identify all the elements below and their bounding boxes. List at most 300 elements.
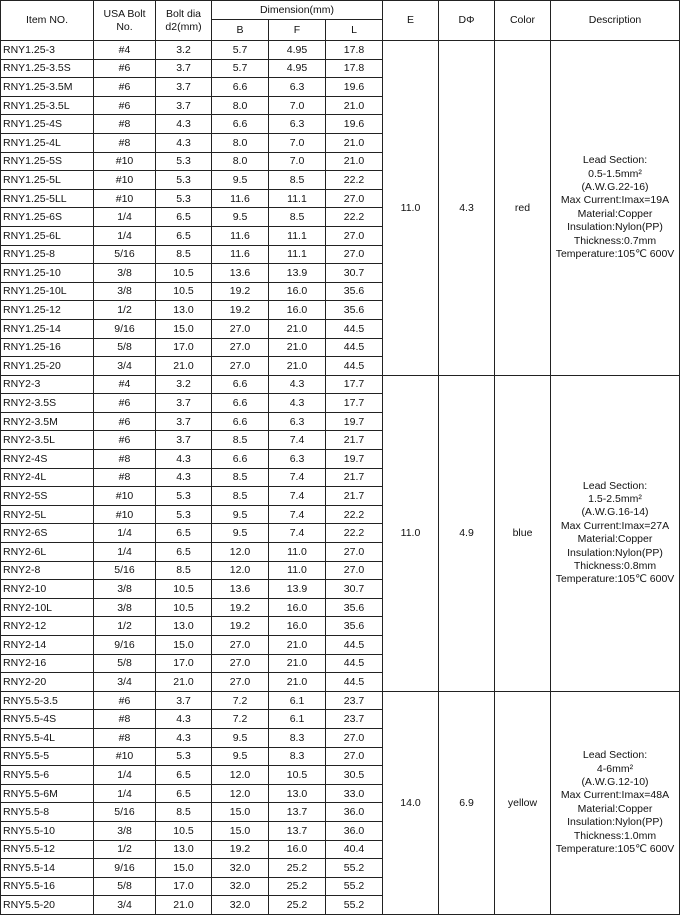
cell-usa-bolt: 1/4 — [94, 543, 156, 562]
table-row — [1, 41, 680, 60]
cell-e: 11.0 — [383, 41, 439, 376]
cell-dim-b: 9.5 — [212, 524, 269, 543]
cell-dim-f: 16.0 — [269, 282, 326, 301]
cell-dim-f: 11.1 — [269, 245, 326, 264]
cell-usa-bolt: 3/8 — [94, 580, 156, 599]
cell-dim-b: 27.0 — [212, 654, 269, 673]
description-line: Thickness:1.0mm — [573, 829, 657, 842]
cell-item-no: RNY2-14 — [1, 636, 94, 655]
cell-usa-bolt: 3/4 — [94, 357, 156, 376]
cell-item-no: RNY5.5-8 — [1, 803, 94, 822]
cell-description — [551, 375, 680, 691]
cell-d-phi: 4.3 — [439, 41, 495, 376]
cell-dim-f: 8.5 — [269, 208, 326, 227]
description-line: (A.W.G.22-16) — [581, 181, 649, 194]
header-description: Description — [551, 1, 680, 41]
cell-dim-l: 17.7 — [326, 375, 383, 394]
cell-dim-l: 55.2 — [326, 877, 383, 896]
cell-bolt-dia: 3.7 — [156, 96, 212, 115]
cell-dim-b: 6.6 — [212, 412, 269, 431]
cell-usa-bolt: 5/16 — [94, 561, 156, 580]
cell-item-no: RNY1.25-3.5M — [1, 78, 94, 97]
cell-dim-f: 8.3 — [269, 728, 326, 747]
cell-dim-f: 4.3 — [269, 375, 326, 394]
cell-bolt-dia: 3.7 — [156, 431, 212, 450]
cell-bolt-dia: 10.5 — [156, 580, 212, 599]
cell-dim-b: 27.0 — [212, 636, 269, 655]
cell-dim-l: 23.7 — [326, 691, 383, 710]
cell-bolt-dia: 5.3 — [156, 189, 212, 208]
description-line: Max Current:Imax=48A — [560, 789, 670, 802]
cell-dim-l: 19.7 — [326, 412, 383, 431]
cell-usa-bolt: 5/8 — [94, 654, 156, 673]
description-line: Temperature:105℃ 600V — [555, 248, 675, 261]
cell-bolt-dia: 17.0 — [156, 338, 212, 357]
cell-color: red — [495, 41, 551, 376]
cell-bolt-dia: 15.0 — [156, 859, 212, 878]
cell-item-no: RNY2-8 — [1, 561, 94, 580]
cell-item-no: RNY5.5-5 — [1, 747, 94, 766]
cell-usa-bolt: 1/2 — [94, 840, 156, 859]
cell-dim-f: 7.4 — [269, 431, 326, 450]
cell-usa-bolt: #8 — [94, 450, 156, 469]
cell-dim-f: 11.0 — [269, 561, 326, 580]
cell-usa-bolt: 1/4 — [94, 226, 156, 245]
cell-usa-bolt: #6 — [94, 78, 156, 97]
cell-dim-b: 19.2 — [212, 598, 269, 617]
cell-item-no: RNY2-3.5S — [1, 394, 94, 413]
description-line: (A.W.G.12-10) — [581, 776, 649, 789]
cell-bolt-dia: 3.7 — [156, 394, 212, 413]
cell-dim-b: 27.0 — [212, 319, 269, 338]
cell-bolt-dia: 6.5 — [156, 524, 212, 543]
cell-bolt-dia: 3.2 — [156, 375, 212, 394]
cell-dim-l: 35.6 — [326, 282, 383, 301]
cell-usa-bolt: #4 — [94, 41, 156, 60]
cell-dim-l: 35.6 — [326, 598, 383, 617]
cell-usa-bolt: #6 — [94, 394, 156, 413]
cell-dim-f: 11.0 — [269, 543, 326, 562]
cell-dim-f: 7.0 — [269, 133, 326, 152]
cell-usa-bolt: #10 — [94, 747, 156, 766]
cell-item-no: RNY2-10 — [1, 580, 94, 599]
cell-dim-l: 17.7 — [326, 394, 383, 413]
cell-item-no: RNY1.25-16 — [1, 338, 94, 357]
description-line: Thickness:0.8mm — [573, 560, 657, 573]
cell-usa-bolt: #10 — [94, 189, 156, 208]
cell-dim-b: 19.2 — [212, 301, 269, 320]
cell-dim-f: 8.3 — [269, 747, 326, 766]
cell-dim-f: 6.3 — [269, 450, 326, 469]
cell-usa-bolt: 3/4 — [94, 896, 156, 915]
cell-usa-bolt: #8 — [94, 115, 156, 134]
cell-usa-bolt: 3/8 — [94, 598, 156, 617]
cell-item-no: RNY5.5-6 — [1, 766, 94, 785]
header-e: E — [383, 1, 439, 41]
cell-dim-b: 32.0 — [212, 859, 269, 878]
cell-dim-f: 6.1 — [269, 691, 326, 710]
cell-bolt-dia: 3.7 — [156, 59, 212, 78]
cell-usa-bolt: #6 — [94, 59, 156, 78]
cell-dim-l: 19.7 — [326, 450, 383, 469]
cell-dim-b: 13.6 — [212, 264, 269, 283]
cell-dim-l: 21.0 — [326, 152, 383, 171]
cell-dim-b: 8.5 — [212, 487, 269, 506]
header-d-phi: DΦ — [439, 1, 495, 41]
cell-dim-l: 27.0 — [326, 728, 383, 747]
cell-item-no: RNY2-3.5L — [1, 431, 94, 450]
cell-dim-l: 30.7 — [326, 264, 383, 283]
cell-item-no: RNY1.25-3 — [1, 41, 94, 60]
description-line: Material:Copper — [577, 802, 653, 815]
cell-dim-f: 13.7 — [269, 803, 326, 822]
cell-dim-b: 7.2 — [212, 710, 269, 729]
cell-item-no: RNY5.5-16 — [1, 877, 94, 896]
cell-dim-l: 55.2 — [326, 859, 383, 878]
cell-bolt-dia: 6.5 — [156, 208, 212, 227]
cell-dim-b: 12.0 — [212, 766, 269, 785]
cell-e: 14.0 — [383, 691, 439, 914]
cell-bolt-dia: 15.0 — [156, 636, 212, 655]
cell-usa-bolt: #4 — [94, 375, 156, 394]
cell-dim-l: 44.5 — [326, 357, 383, 376]
description-line: 4-6mm² — [596, 762, 634, 775]
cell-usa-bolt: 9/16 — [94, 319, 156, 338]
cell-dim-f: 11.1 — [269, 189, 326, 208]
cell-item-no: RNY5.5-6M — [1, 784, 94, 803]
header-color: Color — [495, 1, 551, 41]
cell-dim-b: 19.2 — [212, 617, 269, 636]
cell-bolt-dia: 4.3 — [156, 133, 212, 152]
cell-dim-f: 25.2 — [269, 859, 326, 878]
cell-dim-b: 5.7 — [212, 41, 269, 60]
cell-item-no: RNY5.5-14 — [1, 859, 94, 878]
cell-dim-f: 16.0 — [269, 598, 326, 617]
description-line: Insulation:Nylon(PP) — [567, 546, 663, 559]
description-line: Material:Copper — [577, 207, 653, 220]
cell-dim-f: 4.3 — [269, 394, 326, 413]
header-usa-bolt: USA Bolt No. — [94, 1, 156, 41]
cell-usa-bolt: 1/2 — [94, 617, 156, 636]
description-line: Thickness:0.7mm — [573, 234, 657, 247]
description-line: Max Current:Imax=19A — [560, 194, 670, 207]
cell-usa-bolt: #10 — [94, 152, 156, 171]
cell-dim-l: 44.5 — [326, 654, 383, 673]
cell-item-no: RNY1.25-6L — [1, 226, 94, 245]
cell-usa-bolt: 1/4 — [94, 524, 156, 543]
cell-description — [551, 41, 680, 376]
cell-dim-l: 21.0 — [326, 96, 383, 115]
cell-bolt-dia: 21.0 — [156, 673, 212, 692]
cell-dim-b: 11.6 — [212, 245, 269, 264]
cell-color: yellow — [495, 691, 551, 914]
cell-dim-l: 36.0 — [326, 803, 383, 822]
cell-item-no: RNY1.25-4S — [1, 115, 94, 134]
description-line: Material:Copper — [577, 533, 653, 546]
cell-usa-bolt: 1/2 — [94, 301, 156, 320]
cell-item-no: RNY1.25-4L — [1, 133, 94, 152]
cell-dim-f: 6.3 — [269, 115, 326, 134]
table-header — [1, 1, 680, 41]
cell-item-no: RNY1.25-8 — [1, 245, 94, 264]
cell-item-no: RNY2-4L — [1, 468, 94, 487]
description-line: Max Current:Imax=27A — [560, 519, 670, 532]
cell-usa-bolt: #10 — [94, 171, 156, 190]
cell-dim-b: 8.5 — [212, 468, 269, 487]
cell-dim-f: 10.5 — [269, 766, 326, 785]
cell-usa-bolt: 3/8 — [94, 282, 156, 301]
cell-dim-b: 15.0 — [212, 803, 269, 822]
cell-dim-b: 27.0 — [212, 673, 269, 692]
cell-dim-f: 13.9 — [269, 580, 326, 599]
cell-dim-l: 36.0 — [326, 821, 383, 840]
cell-dim-l: 27.0 — [326, 561, 383, 580]
cell-dim-l: 21.7 — [326, 487, 383, 506]
cell-dim-f: 7.4 — [269, 468, 326, 487]
cell-dim-b: 13.6 — [212, 580, 269, 599]
table-row — [1, 375, 680, 394]
cell-dim-l: 27.0 — [326, 543, 383, 562]
cell-item-no: RNY2-6S — [1, 524, 94, 543]
cell-dim-b: 32.0 — [212, 896, 269, 915]
description-line: Insulation:Nylon(PP) — [567, 816, 663, 829]
cell-bolt-dia: 5.3 — [156, 152, 212, 171]
cell-item-no: RNY2-5L — [1, 505, 94, 524]
cell-dim-b: 6.6 — [212, 394, 269, 413]
cell-dim-b: 9.5 — [212, 505, 269, 524]
cell-dim-f: 4.95 — [269, 41, 326, 60]
cell-dim-b: 9.5 — [212, 728, 269, 747]
cell-bolt-dia: 13.0 — [156, 301, 212, 320]
cell-dim-f: 25.2 — [269, 896, 326, 915]
cell-item-no: RNY1.25-20 — [1, 357, 94, 376]
cell-usa-bolt: #6 — [94, 412, 156, 431]
cell-dim-b: 7.2 — [212, 691, 269, 710]
cell-d-phi: 6.9 — [439, 691, 495, 914]
cell-dim-f: 13.7 — [269, 821, 326, 840]
cell-dim-b: 9.5 — [212, 208, 269, 227]
cell-bolt-dia: 4.3 — [156, 115, 212, 134]
cell-dim-b: 15.0 — [212, 821, 269, 840]
cell-bolt-dia: 5.3 — [156, 505, 212, 524]
cell-item-no: RNY2-20 — [1, 673, 94, 692]
cell-usa-bolt: #8 — [94, 728, 156, 747]
cell-dim-b: 19.2 — [212, 840, 269, 859]
cell-item-no: RNY1.25-5S — [1, 152, 94, 171]
cell-usa-bolt: 5/16 — [94, 245, 156, 264]
cell-usa-bolt: 5/8 — [94, 338, 156, 357]
cell-usa-bolt: #6 — [94, 96, 156, 115]
cell-bolt-dia: 21.0 — [156, 896, 212, 915]
cell-dim-b: 11.6 — [212, 226, 269, 245]
header-dimension: Dimension(mm) — [212, 1, 383, 20]
cell-usa-bolt: #6 — [94, 431, 156, 450]
description-line: Lead Section: — [582, 479, 648, 492]
cell-e: 11.0 — [383, 375, 439, 691]
cell-dim-b: 12.0 — [212, 784, 269, 803]
cell-dim-f: 7.4 — [269, 524, 326, 543]
cell-dim-f: 13.9 — [269, 264, 326, 283]
cell-dim-b: 19.2 — [212, 282, 269, 301]
cell-dim-b: 12.0 — [212, 543, 269, 562]
header-b: B — [212, 20, 269, 41]
cell-dim-b: 11.6 — [212, 189, 269, 208]
cell-dim-f: 16.0 — [269, 617, 326, 636]
cell-dim-l: 23.7 — [326, 710, 383, 729]
cell-item-no: RNY2-3.5M — [1, 412, 94, 431]
cell-bolt-dia: 8.5 — [156, 561, 212, 580]
cell-item-no: RNY2-16 — [1, 654, 94, 673]
description-line: Insulation:Nylon(PP) — [567, 221, 663, 234]
cell-dim-l: 44.5 — [326, 636, 383, 655]
cell-item-no: RNY5.5-3.5 — [1, 691, 94, 710]
description-line: Temperature:105℃ 600V — [555, 843, 675, 856]
cell-dim-l: 27.0 — [326, 747, 383, 766]
cell-item-no: RNY1.25-10 — [1, 264, 94, 283]
cell-bolt-dia: 3.7 — [156, 412, 212, 431]
cell-dim-f: 16.0 — [269, 301, 326, 320]
cell-usa-bolt: #8 — [94, 710, 156, 729]
description-line: (A.W.G.16-14) — [581, 506, 649, 519]
cell-dim-f: 13.0 — [269, 784, 326, 803]
cell-usa-bolt: #10 — [94, 487, 156, 506]
cell-dim-b: 6.6 — [212, 78, 269, 97]
cell-item-no: RNY1.25-10L — [1, 282, 94, 301]
cell-usa-bolt: #10 — [94, 505, 156, 524]
cell-dim-f: 21.0 — [269, 654, 326, 673]
cell-item-no: RNY1.25-12 — [1, 301, 94, 320]
cell-item-no: RNY5.5-10 — [1, 821, 94, 840]
description-line: 1.5-2.5mm² — [588, 493, 642, 506]
cell-bolt-dia: 6.5 — [156, 543, 212, 562]
cell-bolt-dia: 6.5 — [156, 784, 212, 803]
cell-dim-f: 21.0 — [269, 338, 326, 357]
cell-dim-l: 30.7 — [326, 580, 383, 599]
cell-usa-bolt: 1/4 — [94, 208, 156, 227]
cell-dim-l: 44.5 — [326, 338, 383, 357]
cell-dim-f: 6.3 — [269, 78, 326, 97]
cell-item-no: RNY2-3 — [1, 375, 94, 394]
cell-usa-bolt: #8 — [94, 468, 156, 487]
cell-item-no: RNY1.25-14 — [1, 319, 94, 338]
cell-item-no: RNY1.25-6S — [1, 208, 94, 227]
cell-dim-l: 19.6 — [326, 78, 383, 97]
cell-dim-l: 22.2 — [326, 208, 383, 227]
cell-description — [551, 691, 680, 914]
cell-usa-bolt: 3/4 — [94, 673, 156, 692]
cell-dim-f: 7.0 — [269, 152, 326, 171]
cell-bolt-dia: 10.5 — [156, 264, 212, 283]
cell-dim-f: 21.0 — [269, 319, 326, 338]
cell-bolt-dia: 21.0 — [156, 357, 212, 376]
cell-usa-bolt: #8 — [94, 133, 156, 152]
cell-dim-l: 30.5 — [326, 766, 383, 785]
cell-usa-bolt: 3/8 — [94, 264, 156, 283]
cell-color: blue — [495, 375, 551, 691]
cell-dim-b: 27.0 — [212, 338, 269, 357]
cell-dim-b: 8.0 — [212, 152, 269, 171]
cell-dim-b: 6.6 — [212, 450, 269, 469]
cell-bolt-dia: 4.3 — [156, 450, 212, 469]
cell-dim-f: 7.0 — [269, 96, 326, 115]
cell-dim-l: 22.2 — [326, 505, 383, 524]
cell-dim-b: 27.0 — [212, 357, 269, 376]
cell-item-no: RNY5.5-20 — [1, 896, 94, 915]
cell-usa-bolt: 3/8 — [94, 821, 156, 840]
cell-item-no: RNY2-4S — [1, 450, 94, 469]
cell-dim-b: 9.5 — [212, 747, 269, 766]
cell-dim-b: 8.0 — [212, 133, 269, 152]
cell-bolt-dia: 10.5 — [156, 598, 212, 617]
cell-dim-l: 44.5 — [326, 673, 383, 692]
cell-bolt-dia: 6.5 — [156, 226, 212, 245]
cell-bolt-dia: 17.0 — [156, 877, 212, 896]
cell-usa-bolt: 5/8 — [94, 877, 156, 896]
cell-item-no: RNY2-10L — [1, 598, 94, 617]
cell-usa-bolt: 1/4 — [94, 784, 156, 803]
cell-dim-f: 21.0 — [269, 357, 326, 376]
cell-item-no: RNY5.5-4S — [1, 710, 94, 729]
description-line: Temperature:105℃ 600V — [555, 573, 675, 586]
cell-item-no: RNY2-12 — [1, 617, 94, 636]
header-f: F — [269, 20, 326, 41]
header-bolt-dia: Bolt dia d2(mm) — [156, 1, 212, 41]
description-line: Lead Section: — [582, 154, 648, 167]
cell-dim-l: 55.2 — [326, 896, 383, 915]
cell-dim-f: 6.1 — [269, 710, 326, 729]
cell-dim-l: 22.2 — [326, 171, 383, 190]
cell-usa-bolt: 9/16 — [94, 859, 156, 878]
cell-bolt-dia: 13.0 — [156, 617, 212, 636]
cell-bolt-dia: 6.5 — [156, 766, 212, 785]
cell-dim-f: 16.0 — [269, 840, 326, 859]
cell-dim-b: 6.6 — [212, 375, 269, 394]
cell-usa-bolt: 9/16 — [94, 636, 156, 655]
cell-dim-f: 6.3 — [269, 412, 326, 431]
cell-bolt-dia: 13.0 — [156, 840, 212, 859]
cell-dim-b: 12.0 — [212, 561, 269, 580]
cell-item-no: RNY5.5-4L — [1, 728, 94, 747]
cell-dim-l: 44.5 — [326, 319, 383, 338]
cell-dim-b: 6.6 — [212, 115, 269, 134]
cell-dim-f: 21.0 — [269, 673, 326, 692]
description-line: Lead Section: — [582, 749, 648, 762]
cell-bolt-dia: 3.7 — [156, 691, 212, 710]
cell-bolt-dia: 8.5 — [156, 245, 212, 264]
cell-bolt-dia: 5.3 — [156, 487, 212, 506]
cell-dim-b: 8.5 — [212, 431, 269, 450]
cell-bolt-dia: 17.0 — [156, 654, 212, 673]
cell-d-phi: 4.9 — [439, 375, 495, 691]
cell-item-no: RNY1.25-3.5S — [1, 59, 94, 78]
cell-dim-l: 40.4 — [326, 840, 383, 859]
table-body — [1, 41, 680, 915]
cell-usa-bolt: 1/4 — [94, 766, 156, 785]
description-line: 0.5-1.5mm² — [588, 167, 642, 180]
cell-item-no: RNY1.25-5L — [1, 171, 94, 190]
header-item-no: Item NO. — [1, 1, 94, 41]
cell-dim-l: 27.0 — [326, 245, 383, 264]
cell-item-no: RNY2-5S — [1, 487, 94, 506]
cell-dim-l: 17.8 — [326, 41, 383, 60]
cell-bolt-dia: 5.3 — [156, 747, 212, 766]
cell-dim-b: 32.0 — [212, 877, 269, 896]
cell-dim-l: 27.0 — [326, 226, 383, 245]
header-l: L — [326, 20, 383, 41]
cell-usa-bolt: #6 — [94, 691, 156, 710]
cell-dim-f: 7.4 — [269, 505, 326, 524]
cell-dim-b: 8.0 — [212, 96, 269, 115]
